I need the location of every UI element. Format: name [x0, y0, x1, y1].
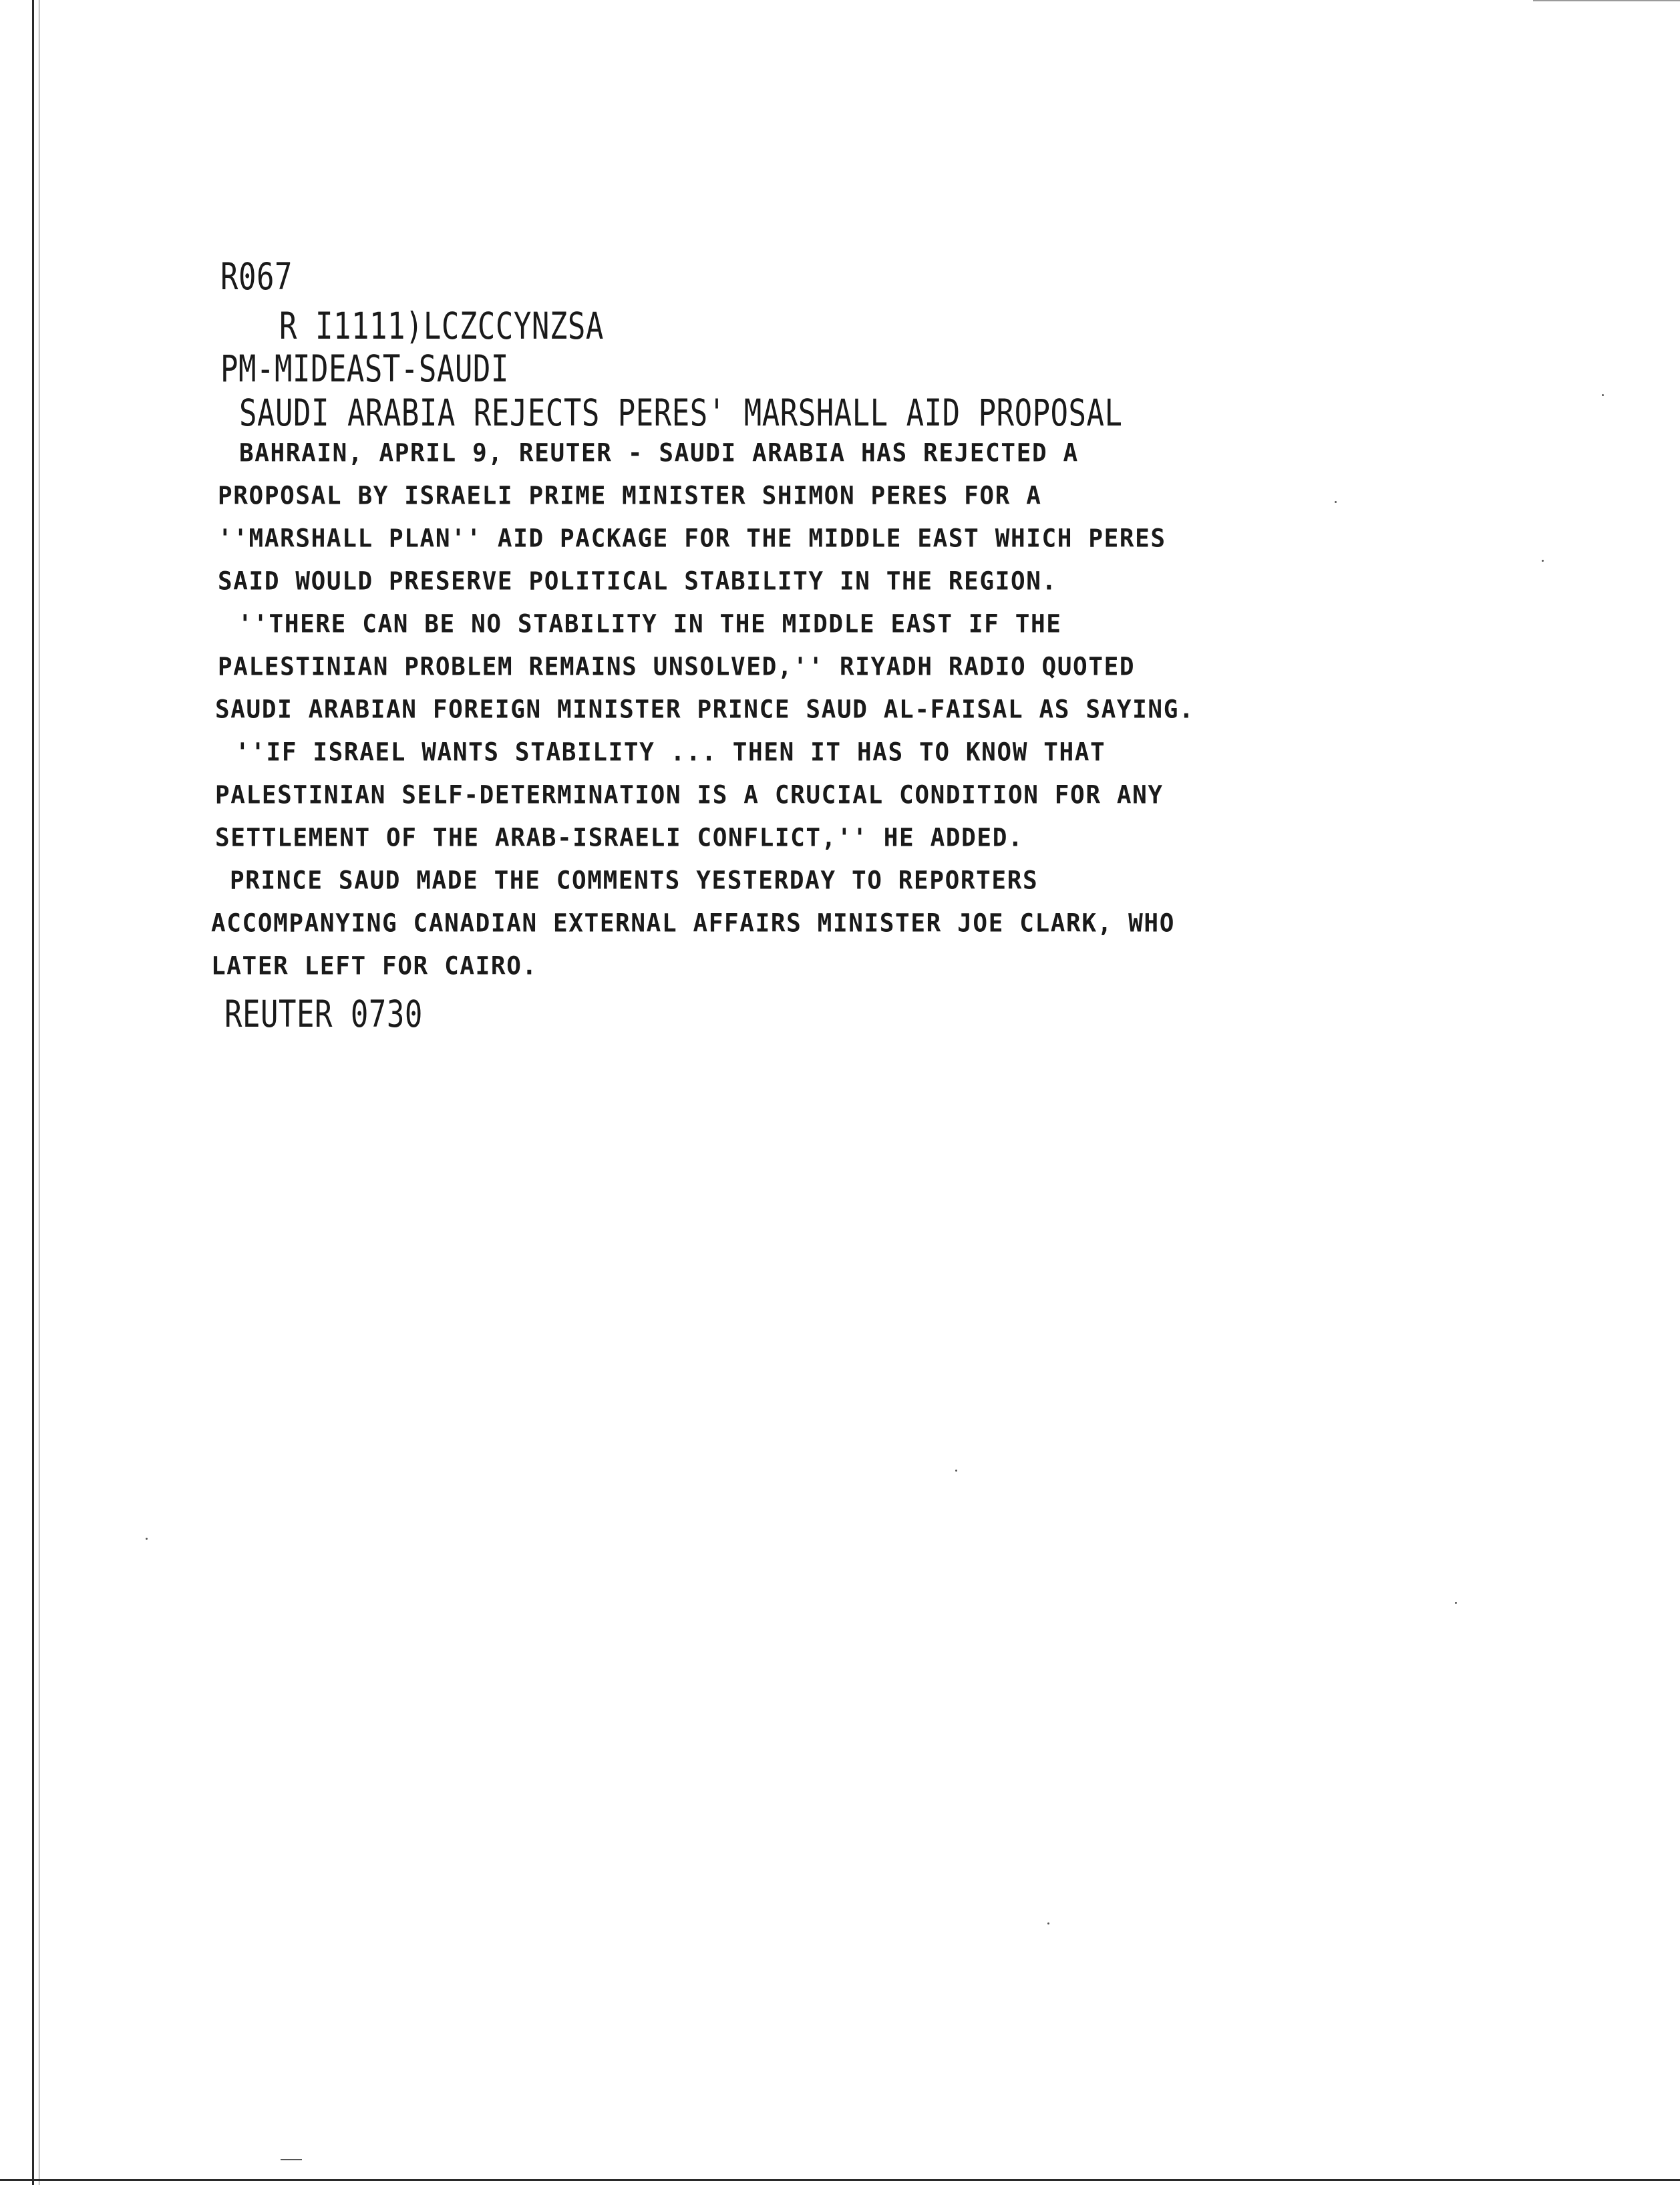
body-line: SETTLEMENT OF THE ARAB-ISRAELI CONFLICT,'' HE ADDED. [215, 823, 1024, 852]
scan-speck [1047, 1922, 1049, 1924]
scan-speck [1602, 394, 1604, 396]
body-line: ''IF ISRAEL WANTS STABILITY ... THEN IT HAS TO KNOW THAT [235, 737, 1106, 767]
scan-speck [1542, 560, 1544, 562]
slug-line-1: R067 [220, 256, 293, 299]
body-line: SAID WOULD PRESERVE POLITICAL STABILITY IN THE REGION. [218, 566, 1057, 596]
scan-mark [281, 2159, 302, 2160]
scan-speck [955, 1470, 957, 1472]
body-line: PROPOSAL BY ISRAELI PRIME MINISTER SHIMON PERES FOR A [218, 481, 1042, 510]
scan-speck [1455, 1602, 1457, 1604]
scan-speck [146, 1538, 148, 1540]
body-line: BAHRAIN, APRIL 9, REUTER - SAUDI ARABIA HAS REJECTED A [239, 438, 1079, 468]
body-line: PALESTINIAN SELF-DETERMINATION IS A CRUCIAL CONDITION FOR ANY [215, 780, 1164, 810]
body-line: ''MARSHALL PLAN'' AID PACKAGE FOR THE MIDDLE EAST WHICH PERES [218, 524, 1166, 553]
body-line: PALESTINIAN PROBLEM REMAINS UNSOLVED,'' RIYADH RADIO QUOTED [218, 652, 1136, 681]
scan-speck [1335, 501, 1337, 503]
headline: SAUDI ARABIA REJECTS PERES' MARSHALL AID PROPOSAL [239, 392, 1123, 435]
slug-line-2: R I1111)LCZCCYNZSA [279, 305, 604, 348]
body-line: ACCOMPANYING CANADIAN EXTERNAL AFFAIRS MINISTER JOE CLARK, WHO [211, 908, 1175, 938]
category-slug: PM-MIDEAST-SAUDI [220, 348, 509, 391]
signoff: REUTER 0730 [224, 993, 423, 1036]
body-line: SAUDI ARABIAN FOREIGN MINISTER PRINCE SAUD AL-FAISAL AS SAYING. [215, 695, 1195, 724]
body-line: LATER LEFT FOR CAIRO. [211, 951, 538, 981]
body-line: ''THERE CAN BE NO STABILITY IN THE MIDDLE EAST IF THE [238, 609, 1062, 639]
body-line: PRINCE SAUD MADE THE COMMENTS YESTERDAY TO REPORTERS [230, 866, 1039, 895]
